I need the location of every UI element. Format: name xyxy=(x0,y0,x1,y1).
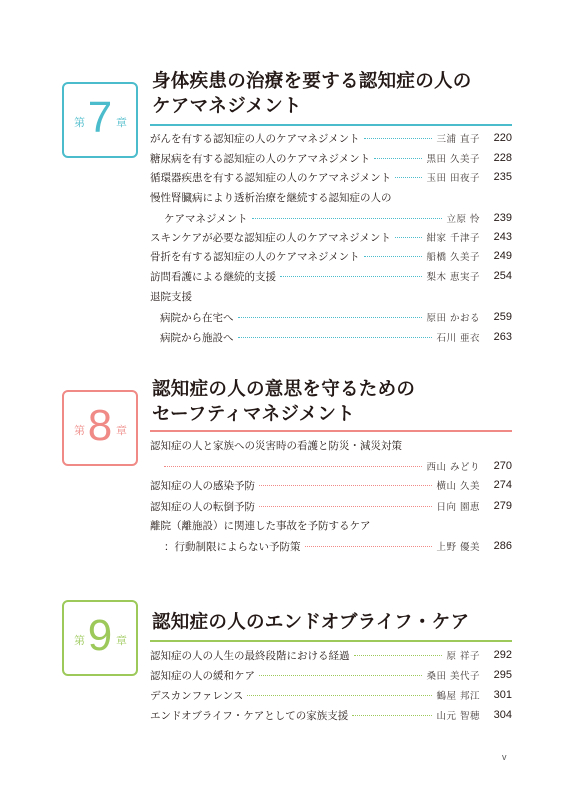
chapter-number: 9 xyxy=(87,611,113,660)
chapter-8-title-line2: セーフティマネジメント xyxy=(152,404,356,425)
chapter-9-rule xyxy=(150,640,512,642)
toc-entry-page: 292 xyxy=(493,649,512,661)
toc-entry-title: 骨折を有する認知症の人のケアマネジメント xyxy=(150,250,360,263)
toc-entry-page: 220 xyxy=(493,132,512,144)
toc-entry-page: 263 xyxy=(493,331,512,343)
toc-leader xyxy=(305,546,433,547)
toc-leader xyxy=(364,138,433,139)
toc-entry-title: ：行動制限によらない予防策 xyxy=(164,540,301,553)
toc-entry-page: 228 xyxy=(493,152,512,164)
toc-entry-page: 270 xyxy=(493,460,512,472)
page-number: v xyxy=(502,752,507,762)
toc-entry-title: 認知症の人の緩和ケア xyxy=(150,669,255,682)
toc-entry-author: 山元 智穂 xyxy=(436,711,480,722)
chapter-7-title-line2: ケアマネジメント xyxy=(152,96,302,117)
toc-entry[interactable] xyxy=(150,666,512,684)
toc-leader xyxy=(259,675,422,676)
toc-entry-title: 病院から施設へ xyxy=(160,331,234,344)
toc-entry[interactable] xyxy=(150,188,512,206)
toc-entry-title: エンドオブライフ・ケアとしての家族支援 xyxy=(150,709,349,722)
toc-leader xyxy=(395,237,423,238)
toc-entry[interactable] xyxy=(164,209,512,227)
toc-entry-title: ケアマネジメント xyxy=(164,212,248,225)
chapter-8-title-line1: 認知症の人の意思を守るための xyxy=(152,379,416,400)
chapter-8-badge xyxy=(62,390,138,466)
toc-entry-title: 認知症の人の感染予防 xyxy=(150,479,255,492)
toc-entry-author: 三浦 直子 xyxy=(436,134,480,145)
toc-entry-title: 病院から在宅へ xyxy=(160,311,234,324)
toc-entry-title: がんを有する認知症の人のケアマネジメント xyxy=(150,132,360,145)
toc-entry-page: 249 xyxy=(493,250,512,262)
toc-entry[interactable] xyxy=(164,537,512,555)
toc-entry-author: 桑田 美代子 xyxy=(426,671,480,682)
toc-entry-page: 239 xyxy=(493,212,512,224)
toc-entry[interactable] xyxy=(150,476,512,494)
chapter-suffix: 章 xyxy=(116,424,127,437)
toc-entry-author: 日向 園恵 xyxy=(436,502,480,513)
toc-entry[interactable] xyxy=(150,267,512,285)
toc-entry-title: 認知症の人と家族への災害時の看護と防災・減災対策 xyxy=(150,439,402,452)
toc-entry[interactable] xyxy=(150,287,512,305)
toc-entry[interactable] xyxy=(160,308,512,326)
toc-entry-author: 黒田 久美子 xyxy=(426,154,480,165)
toc-entry[interactable] xyxy=(150,168,512,186)
chapter-9-title-line1: 認知症の人のエンドオブライフ・ケア xyxy=(152,612,470,633)
chapter-number: 7 xyxy=(87,93,113,142)
toc-entry-title: デスカンファレンス xyxy=(150,689,244,702)
toc-entry-author: 上野 優美 xyxy=(436,542,480,553)
toc-entry-author: 立原 怜 xyxy=(446,214,480,225)
toc-entry-title: 循環器疾患を有する認知症の人のケアマネジメント xyxy=(150,171,392,184)
toc-entry[interactable] xyxy=(150,228,512,246)
toc-entry-page: 259 xyxy=(493,311,512,323)
chapter-9-badge xyxy=(62,600,138,676)
toc-entry-page: 254 xyxy=(493,270,512,282)
chapter-suffix: 章 xyxy=(116,116,127,129)
chapter-prefix: 第 xyxy=(74,634,85,647)
toc-leader xyxy=(238,317,423,318)
toc-leader xyxy=(164,466,422,467)
toc-entry[interactable] xyxy=(150,247,512,265)
chapter-7-rule xyxy=(150,124,512,126)
toc-entry-author: 紺家 千津子 xyxy=(426,233,480,244)
toc-entry-title: スキンケアが必要な認知症の人のケアマネジメント xyxy=(150,231,391,244)
toc-leader xyxy=(280,276,422,277)
toc-entry-author: 横山 久美 xyxy=(436,481,480,492)
toc-entry-page: 235 xyxy=(493,171,512,183)
toc-entry-page: 279 xyxy=(493,500,512,512)
toc-entry[interactable] xyxy=(150,516,512,534)
toc-entry[interactable] xyxy=(150,436,512,454)
toc-entry-title: 退院支援 xyxy=(150,290,192,303)
toc-entry[interactable] xyxy=(150,686,512,704)
chapter-7-badge xyxy=(62,82,138,158)
toc-entry-page: 295 xyxy=(493,669,512,681)
toc-entry[interactable] xyxy=(160,328,512,346)
toc-leader xyxy=(354,655,443,656)
toc-entry-page: 286 xyxy=(493,540,512,552)
toc-entry-page: 243 xyxy=(493,231,512,243)
toc-entry[interactable] xyxy=(150,646,512,664)
toc-leader xyxy=(238,337,433,338)
toc-leader xyxy=(395,177,422,178)
toc-entry[interactable] xyxy=(150,706,512,724)
toc-entry-title: 慢性腎臓病により透析治療を継続する認知症の人の xyxy=(150,191,392,204)
toc-leader xyxy=(252,218,443,219)
toc-entry-author: 梨木 恵実子 xyxy=(426,272,480,283)
toc-entry-author: 玉田 田夜子 xyxy=(426,173,480,184)
chapter-8-rule xyxy=(150,430,512,432)
toc-entry-author: 石川 亜衣 xyxy=(436,333,480,344)
chapter-prefix: 第 xyxy=(74,116,85,129)
toc-entry-title: 認知症の人の人生の最終段階における経過 xyxy=(150,649,350,662)
toc-entry-page: 304 xyxy=(493,709,512,721)
toc-entry[interactable] xyxy=(150,129,512,147)
toc-entry-author: 原田 かおる xyxy=(426,313,480,324)
toc-entry[interactable] xyxy=(150,457,512,475)
toc-entry[interactable] xyxy=(150,149,512,167)
toc-entry-author: 西山 みどり xyxy=(426,462,480,473)
toc-entry-title: 認知症の人の転倒予防 xyxy=(150,500,255,513)
chapter-suffix: 章 xyxy=(116,634,127,647)
chapter-7-title-line1: 身体疾患の治療を要する認知症の人の xyxy=(152,71,472,92)
toc-entry-page: 274 xyxy=(493,479,512,491)
toc-entry-author: 鶴屋 邦江 xyxy=(436,691,480,702)
toc-leader xyxy=(259,506,432,507)
toc-entry-author: 船橋 久美子 xyxy=(426,252,480,263)
chapter-number: 8 xyxy=(87,401,113,450)
toc-entry-author: 原 祥子 xyxy=(446,651,480,662)
chapter-prefix: 第 xyxy=(74,424,85,437)
toc-leader xyxy=(374,158,422,159)
toc-entry-title: 訪問看護による継続的支援 xyxy=(150,270,276,283)
toc-leader xyxy=(364,256,423,257)
toc-leader xyxy=(259,485,432,486)
toc-leader xyxy=(352,715,432,716)
toc-leader xyxy=(247,695,432,696)
toc-entry-page: 301 xyxy=(493,689,512,701)
toc-entry-title: 離院（離施設）に関連した事故を予防するケア xyxy=(150,519,371,532)
toc-entry[interactable] xyxy=(150,497,512,515)
toc-entry-title: 糖尿病を有する認知症の人のケアマネジメント xyxy=(150,152,371,165)
